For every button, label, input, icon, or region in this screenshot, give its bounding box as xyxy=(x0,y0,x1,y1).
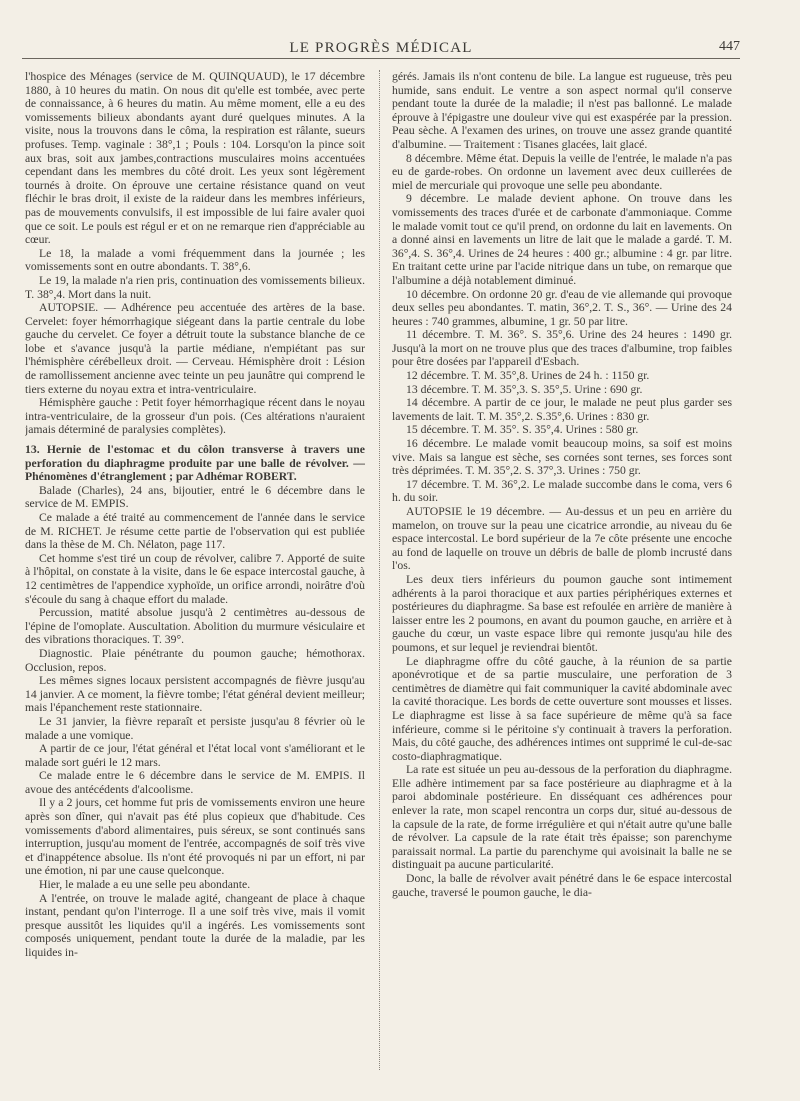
right-column xyxy=(392,70,732,1080)
paragraph: Le 18, la malade a vomi fréquemment dans la journée ; les vomissements sont en outre abondants. T. 38°,6. xyxy=(25,246,365,274)
paragraph: Cet homme s'est tiré un coup de révolver, calibre 7. Apporté de suite à l'hôpital, on constate à la visite, dans le 6e espace intercostal gauche, à 12 centimètres de l'appendice xyphoïde, un orifice arrondi, noirâtre d'où s'écoule du sang à chaque effort du malade. xyxy=(25,551,365,606)
paragraph: 10 décembre. On ordonne 20 gr. d'eau de vie allemande qui provoque deux selles peu abondantes. T. matin, 36°,2. T. S., 36°. — Urine des 24 heures : 740 grammes, albumine, 1 gr. 50 par litre. xyxy=(392,287,732,328)
page-number: 447 xyxy=(719,39,740,54)
paragraph: gérés. Jamais ils n'ont contenu de bile. La langue est rugueuse, très peu humide, sans enduit. Le ventre a son aspect normal qu'il conserve pendant toute la durée de la maladie; il n'est pas ballonné. Le malade éprouve à l'épigastre une douleur vive qui est exaspérée par la pression. Peau sèche. A l'examen des urines, on trouve une assez grande quantité d'albumine. — Traitement : Tisanes glacées, lait glacé. xyxy=(392,70,732,151)
left-column xyxy=(25,70,365,1080)
paragraph: 12 décembre. T. M. 35°,8. Urines de 24 h. : 1150 gr. xyxy=(406,369,650,383)
paragraph: 16 décembre. Le malade vomit beaucoup moins, sa soif est moins vive. Mais sa langue est sèche, ses cornées sont ternes, ses forces sont très déprimées. T. M. 35°,2. S. 37°,3. Urines : 750 gr. xyxy=(392,437,732,478)
paragraph: Hémisphère gauche : Petit foyer hémorrhagique récent dans le noyau intra-ventriculaire, de la grosseur d'un pois. (Ces altérations n'auraient jamais déterminé de paralysies complètes). xyxy=(25,396,365,437)
paragraph: 11 décembre. T. M. 36°. S. 35°,6. Urine des 24 heures : 1490 gr. Jusqu'à la mort on ne trouve plus que des traces d'albumine, trop faibles pour être dosées par l'appareil d'Esbach. xyxy=(392,328,732,369)
paragraph: l'hospice des Ménages (service de M. QUINQUAUD), le 17 décembre 1880, à 10 heures du matin. On nous dit qu'elle est tombée, avec perte de connaissance, à 6 heures du matin. Au même moment, elle a eu des vomissements bilieux abondants ayant duré quelques minutes. A la visite, nous la trouvons dans le côma, la respiration est râlante, sueurs profuses. Temp. vaginale : 38°,1 ; Pouls : 104. Lorsqu'on la pince soit aux bras, soit aux jambes,contractions musculaires moins accentuées cependant dans les membres du côté droit. Les yeux sont légèrement tournés à droite. On éprouve une certaine résistance quand on veut fléchir le bras droit, il existe de la raideur dans les membres inférieurs, pas de mouvements convulsifs, il est impossible de lui faire avaler quoi que ce soit. Le pouls est régul er et on ne remarque rien d'appréciable au cœur. xyxy=(25,70,365,247)
section-heading: 13. Hernie de l'estomac et du côlon transverse à travers une perforation du diaphragme produite par une balle de révolver. — Phénomènes d'étranglement ; par Adhémar ROBERT. xyxy=(25,443,365,484)
paragraph: 15 décembre. T. M. 35°. S. 35°,4. Urines : 580 gr. xyxy=(406,423,639,437)
paragraph: Ce malade a été traité au commencement de l'année dans le service de M. RICHET. Je résume cette partie de l'observation qui est publiée dans la thèse de M. Ch. Nélaton, page 117. xyxy=(25,511,365,552)
paragraph: Hier, le malade a eu une selle peu abondante. xyxy=(39,878,251,892)
paragraph: 17 décembre. T. M. 36°,2. Le malade succombe dans le coma, vers 6 h. du soir. xyxy=(392,477,732,505)
journal-title: LE PROGRÈS MÉDICAL xyxy=(289,40,473,56)
paragraph: Il y a 2 jours, cet homme fut pris de vomissements environ une heure après son dîner, qui n'avait pas été plus copieux que d'habitude. Ces vomissements d'abord alimentaires, puis séreux, se sont continués sans interruption, jusqu'au moment de l'entrée, accompagnés de soif très vive et d'inappétence absolue. Ils n'ont été provoqués ni par un effort, ni par une émotion, ni par une cause quelconque. xyxy=(25,796,365,878)
paragraph: Balade (Charles), 24 ans, bijoutier, entré le 6 décembre dans le service de M. EMPIS. xyxy=(25,483,365,511)
paragraph: Le diaphragme offre du côté gauche, à la réunion de sa partie aponévrotique et de sa partie musculaire, une perforation de 3 centimètres de diamètre qui fait communiquer la cavité abdominale avec la cavité thoracique. Les bords de cette ouverture sont mousses et lisses. Le diaphragme est lisse à sa face supérieure de même qu'à sa face inférieure, comme si le péritoine s'y continuait à travers la perforation. Mais, du côté gauche, des adhérences intimes ont supprimé le cul-de-sac costo-diaphragmatique. xyxy=(392,654,732,763)
page-header xyxy=(22,36,740,59)
column-divider xyxy=(379,70,380,1070)
paragraph: La rate est située un peu au-dessous de la perforation du diaphragme. Elle adhère intimement par sa face postérieure au diaphragme et à la paroi abdominale postérieure. En disséquant ces adhérences pour enlever la rate, mon scapel rencontra un corps dur, situé au-dessous de la capsule de la rate, de forme irrégulière et qui n'était autre qu'une balle de révolver. La capsule de la rate était très épaisse; son parenchyme paraissait normal. La partie du parenchyme qui avoisinait la balle ne se distinguait pa aucune particularité. xyxy=(392,763,732,872)
paragraph: Les mêmes signes locaux persistent accompagnés de fièvre jusqu'au 14 janvier. A ce moment, la fièvre tombe; l'état général devient meilleur; mais l'épanchement reste stationnaire. xyxy=(25,674,365,715)
paragraph: AUTOPSIE. — Adhérence peu accentuée des artères de la base. Cervelet: foyer hémorrhagique siégeant dans la partie centrale du lobe gauche du cervelet. Ce foyer a détruit toute la substance blanche de ce lobe et s'avance jusqu'à la partie médiane, n'empiétant pas sur l'hémisphère cérébelleux droit. — Cerveau. Hémisphère droit : Lésion de ramollissement ancienne avec teinte un peu jaunâtre qui comprend le tiers externe du noyau extra et intra-ventriculaire. xyxy=(25,301,365,396)
paragraph: Percussion, matité absolue jusqu'à 2 centimètres au-dessous de l'épine de l'omoplate. Auscultation. Abolition du murmure vésiculaire et des vibrations thoraciques. T. 39°. xyxy=(25,606,365,647)
paragraph: AUTOPSIE le 19 décembre. — Au-dessus et un peu en arrière du mamelon, on trouve sur la peau une cicatrice arrondie, au niveau du 6e espace intercostal. Le bord supérieur de la 7e côte présente une encoche au fond de laquelle on trouve un débris de balle de plomb incrusté dans l'os. xyxy=(392,505,732,573)
paragraph: Les deux tiers inférieurs du poumon gauche sont intimement adhérents à la paroi thoracique et aux parties périphériques externes et postérieures du diaphragme. Sa base est refoulée en arrière de manière à laisser entre les 2 poumons, en avant du poumon gauche, en arrière et à gauche du cœur, un vaste espace libre qui remonte jusqu'au hile des poumons, et sur lequel je reviendrai bientôt. xyxy=(392,572,732,654)
paragraph: Diagnostic. Plaie pénétrante du poumon gauche; hémothorax. Occlusion, repos. xyxy=(25,646,365,674)
paragraph: 9 décembre. Le malade devient aphone. On trouve dans les vomissements des traces d'urée et de carbonate d'ammoniaque. Comme le malade vomit tout ce qu'il prend, on ordonne du lait en lavements. On a donné ainsi en lavements un litre de lait que le malade a gardé. T. M. 36°,4. S. 36°,4. Urines de 24 heures : 400 gr.; albumine : 4 gr. par litre. En traitant cette urine par l'acide nitrique dans un tube, on remarque que l'albumine a déjà notablement diminué. xyxy=(392,192,732,287)
paragraph: Donc, la balle de révolver avait pénétré dans le 6e espace intercostal gauche, traversé le poumon gauche, le dia- xyxy=(392,872,732,899)
paragraph: A l'entrée, on trouve le malade agité, changeant de place à chaque instant, pendant qu'on l'interroge. Il a une soif très vive, mais il vomit presque aussitôt les liquides qu'il a ingérés. Les vomissements sont composés uniquement, pendant toute la durée de la maladie, par les liquides in- xyxy=(25,891,365,959)
paragraph: Ce malade entre le 6 décembre dans le service de M. EMPIS. Il avoue des antécédents d'alcoolisme. xyxy=(25,769,365,796)
paragraph: A partir de ce jour, l'état général et l'état local vont s'améliorant et le malade sort guéri le 12 mars. xyxy=(25,742,365,769)
paragraph: Le 19, la malade n'a rien pris, continuation des vomissements bilieux. T. 38°,4. Mort dans la nuit. xyxy=(25,273,365,301)
paragraph: 13 décembre. T. M. 35°,3. S. 35°,5. Urine : 690 gr. xyxy=(406,382,643,396)
paragraph: Le 31 janvier, la fièvre reparaît et persiste jusqu'au 8 février où le malade a une vomique. xyxy=(25,714,365,742)
paragraph: 14 décembre. A partir de ce jour, le malade ne peut plus garder ses lavements de lait. T. M. 35°,2. S.35°,6. Urines : 830 gr. xyxy=(392,396,732,423)
paragraph: 8 décembre. Même état. Depuis la veille de l'entrée, le malade n'a pas eu de garde-robes. On ordonne un lavement avec deux cuillerées de miel de mercuriale qui provoque une selle peu abondante. xyxy=(392,151,732,192)
